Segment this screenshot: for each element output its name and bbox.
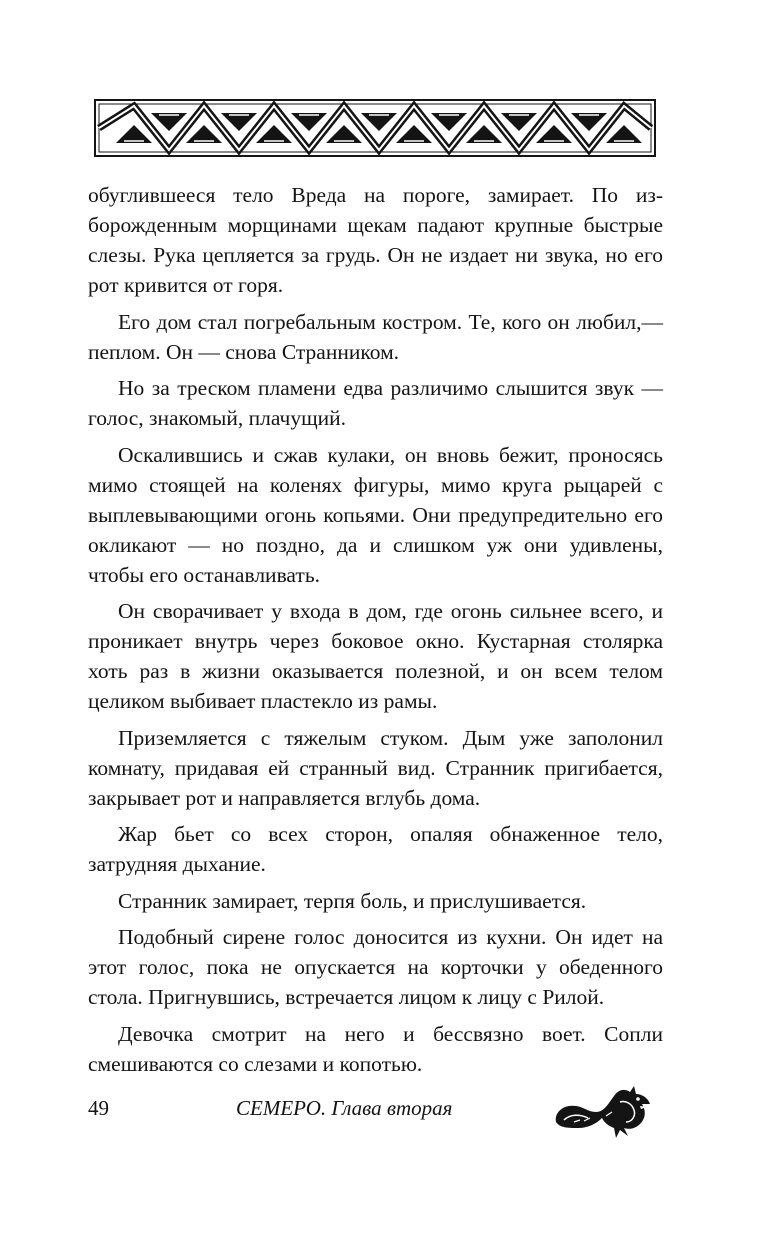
page-number: 49 xyxy=(88,1096,109,1120)
body-text xyxy=(88,180,663,1085)
paragraph: Оскалившись и сжав кулаки, он вновь бежит, проносясь мимо стоящей на коленях фигуры, мимо круга рыцарей с выплевывающими огонь копьями. Они предупредительно его окликают — но поздно, да и слишком уж они удивлены, чтобы его останавливать. xyxy=(88,442,663,587)
paragraph: Жар бьет со всех сторон, опаляя обнаженное тело, затрудняя дыхание. xyxy=(88,822,663,876)
paragraph: Девочка смотрит на него и бессвязно воет. Сопли смешиваются со слезами и копотью. xyxy=(88,1021,663,1076)
paragraph: Он сворачивает у входа в дом, где огонь сильнее всего, и проникает внутрь через боковое окно. Кустарная столярка хоть раз в жизни оказывается полезной, и он всем телом целиком выбивает пластекло из рамы. xyxy=(88,599,663,713)
paragraph: Странник замирает, терпя боль, и прислушивается. xyxy=(118,888,587,913)
paragraph: Подобный сирене голос доносится из кухни. Он идет на этот голос, пока не опускается на корточки у обеденного стола. Пригнувшись, встречается лицом к лицу с Рилой. xyxy=(88,925,663,1009)
paragraph: Но за треском пламени едва различимо слышится звук — голос, знакомый, плачущий. xyxy=(88,376,663,430)
running-title: СЕМЕРО. Глава вторая xyxy=(236,1096,453,1120)
dragon-icon xyxy=(550,1082,654,1142)
ornament-border-icon xyxy=(94,99,656,157)
paragraph: Его дом стал погребальным костром. Те, кого он любил,— пеплом. Он — снова Странником. xyxy=(88,309,663,364)
paragraph: обуглившееся тело Вреда на пороге, замирает. По изборожденным морщинами щекам падают крупные быстрые слезы. Рука цепляется за грудь. Он не издает ни звука, но его рот кривится от горя. xyxy=(88,183,663,297)
paragraph: Приземляется с тяжелым стуком. Дым уже заполонил комнату, придавая ей странный вид. Странник пригибается, закрывает рот и направляется вглубь дома. xyxy=(88,725,663,810)
